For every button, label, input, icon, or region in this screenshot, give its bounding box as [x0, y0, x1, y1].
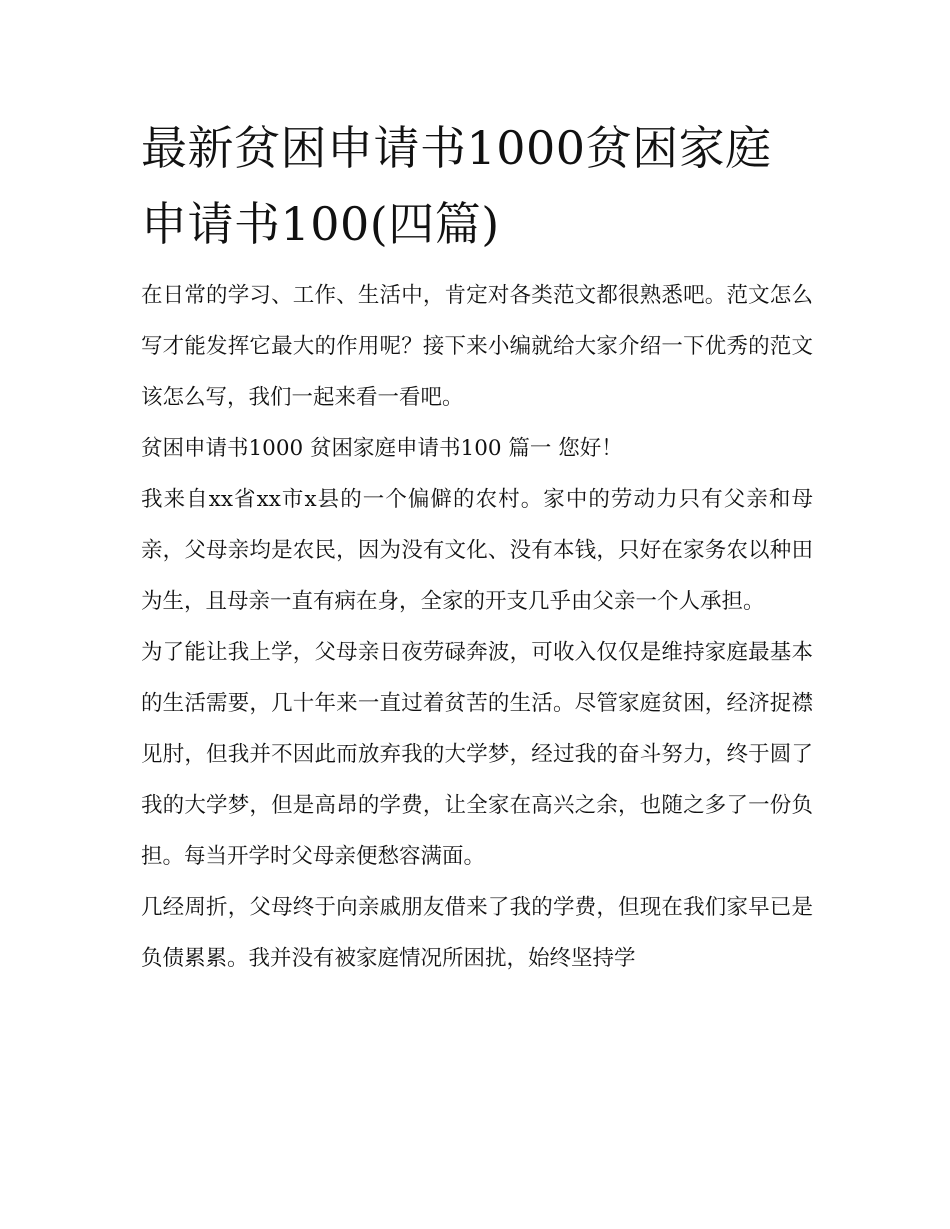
body-paragraph-3: 几经周折，父母终于向亲戚朋友借来了我的学费，但现在我们家早已是负债累累。我并没有被家庭情况所困扰，始终坚持学 — [141, 895, 813, 971]
document-title: 最新贫困申请书1000贫困家庭申请书100(四篇) — [141, 121, 772, 251]
section-heading-greeting: 贫困申请书1000 贫困家庭申请书100 篇一 您好！ — [141, 436, 623, 461]
body-paragraph-1: 我来自xx省xx市x县的一个偏僻的农村。家中的劳动力只有父亲和母亲，父母亲均是农民，因为没有文化、没有本钱，只好在家务农以种田为生，且母亲一直有病在身，全家的开支几乎由父亲一个人承担。 — [141, 487, 813, 614]
document-page — [141, 110, 813, 984]
intro-paragraph: 在日常的学习、工作、生活中，肯定对各类范文都很熟悉吧。范文怎么写才能发挥它最大的作用呢？接下来小编就给大家介绍一下优秀的范文该怎么写，我们一起来看一看吧。 — [141, 283, 813, 410]
body-paragraph-2: 为了能让我上学，父母亲日夜劳碌奔波，可收入仅仅是维持家庭最基本的生活需要，几十年来一直过着贫苦的生活。尽管家庭贫困，经济捉襟见肘，但我并不因此而放弃我的大学梦，经过我的奋斗努力，终于圆了我的大学梦，但是高昂的学费，让全家在高兴之余，也随之多了一份负担。每当开学时父母亲便愁容满面。 — [141, 640, 813, 869]
